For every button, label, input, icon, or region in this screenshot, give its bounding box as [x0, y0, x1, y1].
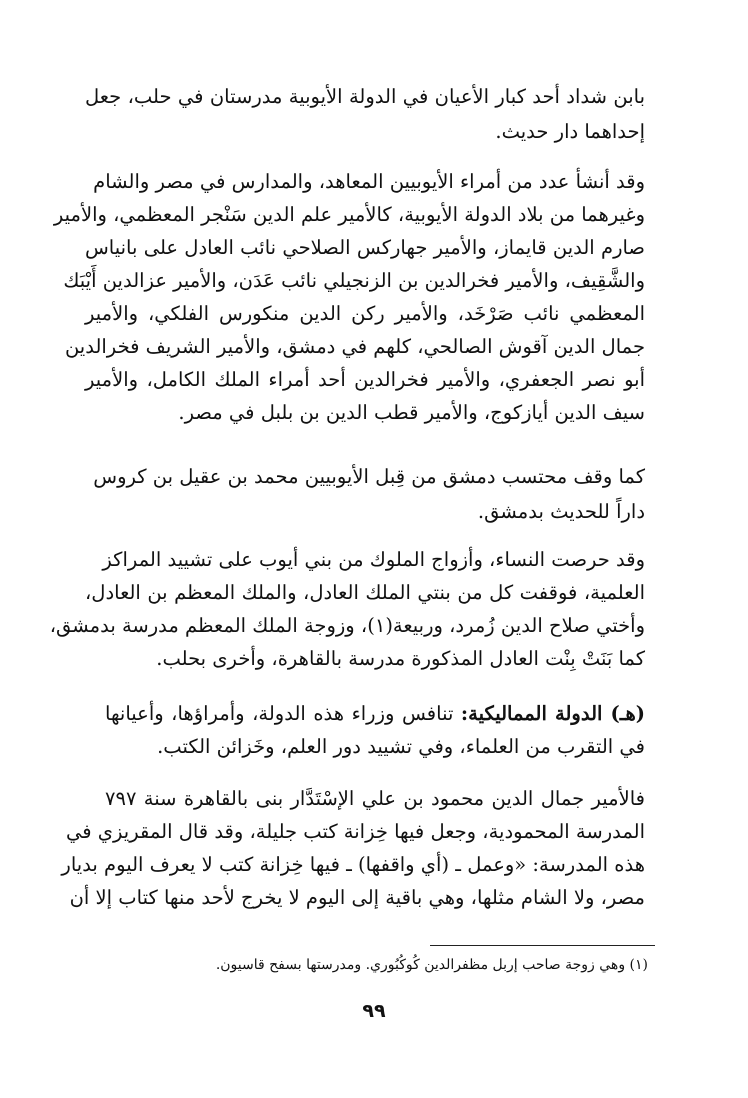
- text-line: وغيرهما من بلاد الدولة الأيوبية، كالأمير علم الدين سَنْجر المعظمي، والأمير: [53, 203, 645, 226]
- page-number: ٩٩: [362, 1000, 386, 1022]
- text-line: بابن شداد أحد كبار الأعيان في الدولة الأيوبية مدرستان في حلب، جعل: [85, 85, 645, 108]
- text-line: وقد أنشأ عدد من أمراء الأيوبيين المعاهد، والمدارس في مصر والشام: [93, 170, 645, 193]
- text-line: وأختي صلاح الدين زُمرد، وربيعة(١)، وزوجة الملك المعظم مدرسة بدمشق،: [49, 614, 645, 637]
- text-line: في التقرب من العلماء، وفي تشييد دور العلم، وخَزائن الكتب.: [157, 735, 645, 758]
- text-line: كما بَنَتْ بِنْت العادل المذكورة مدرسة بالقاهرة، وأخرى بحلب.: [156, 647, 645, 670]
- text-line: إحداهما دار حديث.: [495, 120, 645, 143]
- text-line: صارم الدين قايماز، والأمير جهاركس الصلاحي نائب العادل على بانياس: [85, 236, 645, 259]
- text-line: فالأمير جمال الدين محمود بن علي الإسْتَدَّار بنى بالقاهرة سنة ٧٩٧: [105, 787, 645, 810]
- text-line: هذه المدرسة: «وعمل ـ (أي واقفها) ـ فيها خِزانة كتب لا يعرف اليوم بديار: [61, 853, 645, 876]
- text-line: وقد حرصت النساء، وأزواج الملوك من بني أيوب على تشييد المراكز: [102, 548, 645, 571]
- text-line: والشَّقِيف، والأمير فخرالدين بن الزنجيلي نائب عَدَن، والأمير عزالدين أَيْبَك: [63, 269, 645, 292]
- text-span: تنافس وزراء هذه الدولة، وأمراؤها، وأعيانها: [105, 702, 461, 725]
- text-line: جمال الدين آقوش الصالحي، كلهم في دمشق، والأمير الشريف فخرالدين: [64, 335, 645, 358]
- footnote: (١) وهي زوجة صاحب إربل مظفرالدين كُوكُبُوري. ومدرستها بسفح قاسيون.: [215, 957, 648, 973]
- text-line: داراً للحديث بدمشق.: [477, 500, 645, 523]
- text-line: كما وقف محتسب دمشق من قِبل الأيوبيين محمد بن عقيل بن كروس: [93, 465, 645, 488]
- text-line: أبو نصر الجعفري، والأمير فخرالدين أحد أمراء الملك الكامل، والأمير: [85, 368, 645, 391]
- text-line: المدرسة المحمودية، وجعل فيها خِزانة كتب جليلة، وقد قال المقريزي في: [66, 820, 645, 843]
- text-line: سيف الدين أيازكوج، والأمير قطب الدين بن بلبل في مصر.: [178, 401, 645, 424]
- text-line: مصر، ولا الشام مثلها، وهي باقية إلى اليوم لا يخرج لأحد منها كتاب إلا أن: [69, 886, 645, 909]
- text-line: العلمية، فوقفت كل من بنتي الملك العادل، والملك المعظم بن العادل،: [85, 581, 645, 604]
- footnote-divider: [430, 945, 655, 946]
- section-heading: (هـ) الدولة المماليكية:: [460, 702, 645, 725]
- text-line: [105, 699, 645, 729]
- text-line: المعظمي نائب صَرْخَد، والأمير ركن الدين منكورس الفلكي، والأمير: [85, 302, 645, 325]
